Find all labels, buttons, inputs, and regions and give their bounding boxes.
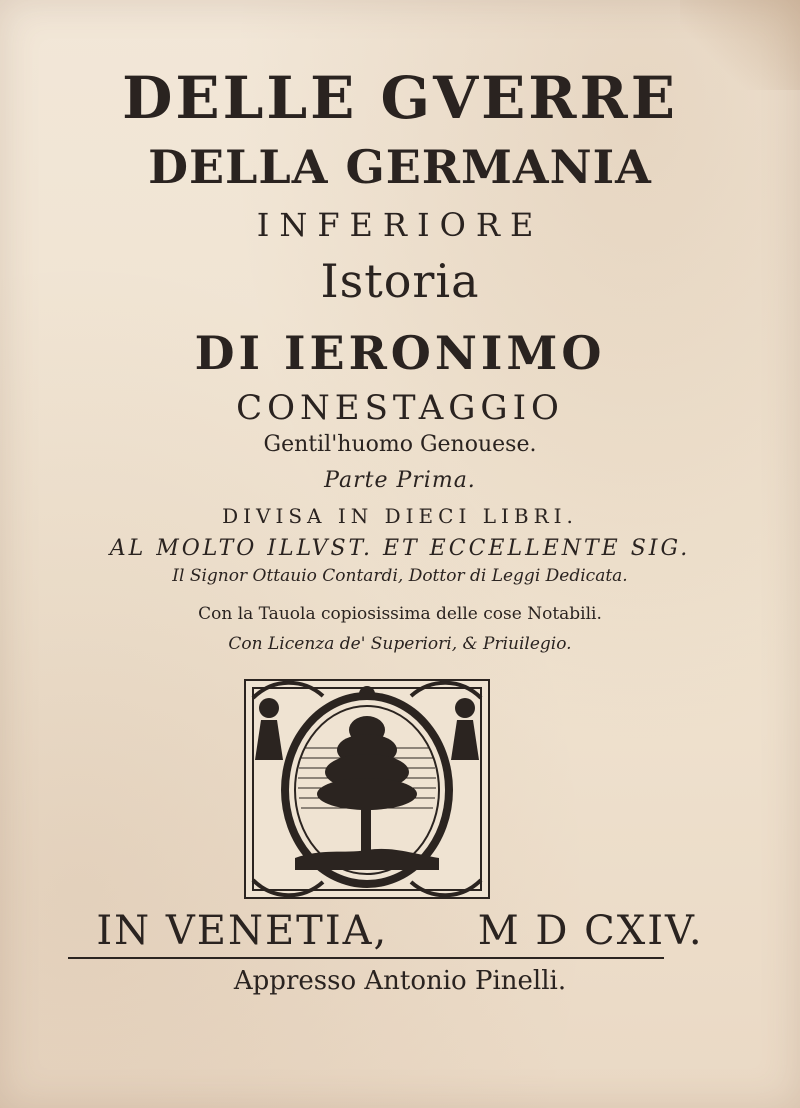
imprint-year: M D CXIV. <box>477 908 704 954</box>
imprint-place: IN VENETIA, <box>96 908 389 954</box>
title-line-3: INFERIORE <box>256 206 544 244</box>
author-line: DI IERONIMO <box>194 326 606 380</box>
part-label: Parte Prima. <box>324 468 476 493</box>
author-description: Gentil'huomo Genouese. <box>263 432 537 457</box>
title-line-2: DELLA GERMANIA <box>148 140 652 194</box>
printer-line: Appresso Antonio Pinelli. <box>233 966 567 996</box>
license-note: Con Licenza de' Superiori, & Priuilegio. <box>228 634 572 654</box>
index-note: Con la Tauola copiosissima delle cose Notabili. <box>198 604 602 624</box>
books-label: DIVISA IN DIECI LIBRI. <box>222 504 578 528</box>
title-line-1: DELLE GVERRE <box>122 64 678 132</box>
author-surname: CONESTAGGIO <box>236 388 564 428</box>
imprint-line <box>0 908 800 954</box>
dedication-line: AL MOLTO ILLVST. ET ECCELLENTE SIG. <box>109 536 691 561</box>
title-line-4: Istoria <box>320 254 480 308</box>
imprint-rule <box>68 957 664 959</box>
dedicatee-line: Il Signor Ottauio Contardi, Dottor di Leggi Dedicata. <box>172 566 628 586</box>
tree-woodcut-icon <box>243 678 491 900</box>
